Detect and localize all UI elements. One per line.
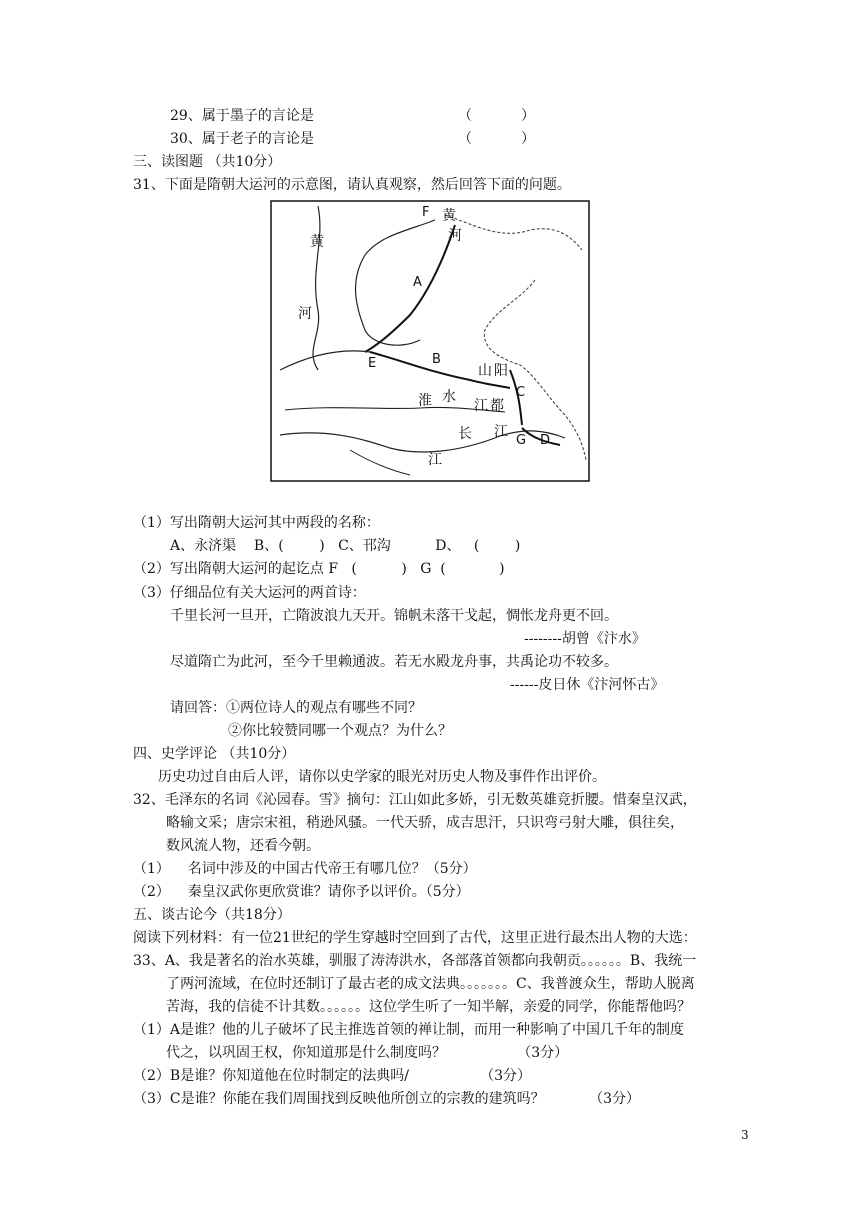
label-b: B [432, 352, 441, 367]
page-number: 3 [741, 1128, 749, 1142]
label-chang: 长 [458, 426, 472, 442]
q33-sub3: （3）C是谁？你能在我们周围找到反映他所创立的宗教的建筑吗？ （3分） [133, 1091, 641, 1107]
label-d: D [540, 433, 551, 448]
question-32-line-1: 32、毛泽东的名词《沁园春。雪》摘句：江山如此多娇，引无数英雄竞折腰。惜秦皇汉武， [133, 792, 697, 808]
poem-1: 千里长河一旦开，亡隋波浪九天开。锦帆未落干戈起，惆怅龙舟更不回。 [170, 608, 618, 624]
label-jiang-du-2: 都 [490, 398, 504, 414]
question-32-line-2: 略输文采；唐宗宋祖，稍逊风骚。一代天骄，成吉思汗，只识弯弓射大雕，俱往矣， [166, 815, 684, 831]
q31-sub1-options: A、永济渠 B、( ) C、邗沟 D、 ( ) [170, 538, 521, 554]
question-32-line-3: 数风流人物，还看今朝。 [166, 838, 320, 854]
question-30: 30、属于老子的言论是 [170, 131, 314, 147]
label-c: C [516, 385, 526, 400]
question-33-line-3: 苦海，我的信徒不计其数。。。。。。这位学生听了一知半解，亲爱的同学，你能帮他吗？ [166, 999, 691, 1015]
poem-1-author: --------胡曾《汴水》 [524, 631, 646, 647]
q31-ask-1: 请回答：①两位诗人的观点有哪些不同？ [170, 700, 422, 716]
question-31: 31、下面是隋朝大运河的示意图，请认真观察，然后回答下面的问题。 [133, 177, 571, 193]
q33-sub2: （2）B是谁？你知道他在位时制定的法典吗/ （3分） [133, 1068, 532, 1084]
label-e: E [368, 356, 377, 371]
section-4-heading: 四、史学评论 （共10分） [133, 746, 296, 762]
label-jiang-1: 江 [494, 424, 508, 440]
q32-sub2: （2） 秦皇汉武你更欣赏谁？请你予以评价。（5分） [133, 884, 470, 900]
label-huai: 淮 [418, 393, 432, 409]
q31-sub1: （1）写出隋朝大运河其中两段的名称： [133, 515, 380, 531]
q31-sub2: （2）写出隋朝大运河的起讫点 F ( ) G ( ) [133, 561, 505, 577]
q31-sub3: （3）仔细品位有关大运河的两首诗： [133, 585, 366, 601]
section-5-intro: 阅读下列材料：有一位21世纪的学生穿越时空回到了古代，这里正进行最杰出人物的大选： [133, 930, 697, 946]
label-he-left: 河 [298, 306, 312, 322]
question-29-blank: （ ） [458, 108, 535, 124]
question-30-blank: （ ） [458, 131, 535, 147]
grand-canal-map [270, 200, 590, 482]
label-huang-left: 黄 [310, 234, 324, 250]
label-shui: 水 [442, 389, 456, 405]
question-33-line-2: 了两河流域，在位时还制订了最古老的成文法典。。。。。。。C、我普渡众生，帮助人脱离 [166, 976, 695, 992]
section-3-heading: 三、读图题 （共10分） [133, 154, 282, 170]
label-g: G [516, 433, 527, 448]
label-huang-top: 黄 [442, 208, 456, 224]
label-he-top: 河 [448, 228, 462, 244]
question-33-line-1: 33、A、我是著名的治水英雄，驯服了涛涛洪水，各部落首领都向我朝贡。。。。。。B、我统一 [133, 953, 697, 969]
label-f: F [422, 205, 430, 220]
poem-2-author: ------皮日休《汴河怀古》 [510, 677, 665, 693]
q32-sub1: （1） 名词中涉及的中国古代帝王有哪几位？（5分） [133, 861, 477, 877]
label-shan: 山 [478, 363, 492, 379]
label-a: A [413, 275, 422, 290]
label-yang: 阳 [494, 363, 508, 379]
question-29: 29、属于墨子的言论是 [170, 108, 314, 124]
label-jiang-2: 江 [428, 452, 442, 468]
section-4-intro: 历史功过自由后人评，请你以史学家的眼光对历史人物及事件作出评价。 [158, 769, 606, 785]
label-jiang-du-1: 江 [474, 398, 488, 414]
section-5-heading: 五、谈古论今（共18分） [133, 907, 291, 923]
q31-ask-2: ②你比较赞同哪一个观点？为什么？ [228, 723, 452, 739]
q33-sub1-line-2: 代之，以巩固王权，你知道那是什么制度吗？ （3分） [166, 1045, 569, 1061]
q33-sub1-line-1: （1）A是谁？他的儿子破坏了民主推选首领的禅让制，而用一种影响了中国几千年的制度 [133, 1022, 685, 1038]
poem-2: 尽道隋亡为此河，至今千里赖通波。若无水殿龙舟事，共禹论功不较多。 [170, 654, 618, 670]
